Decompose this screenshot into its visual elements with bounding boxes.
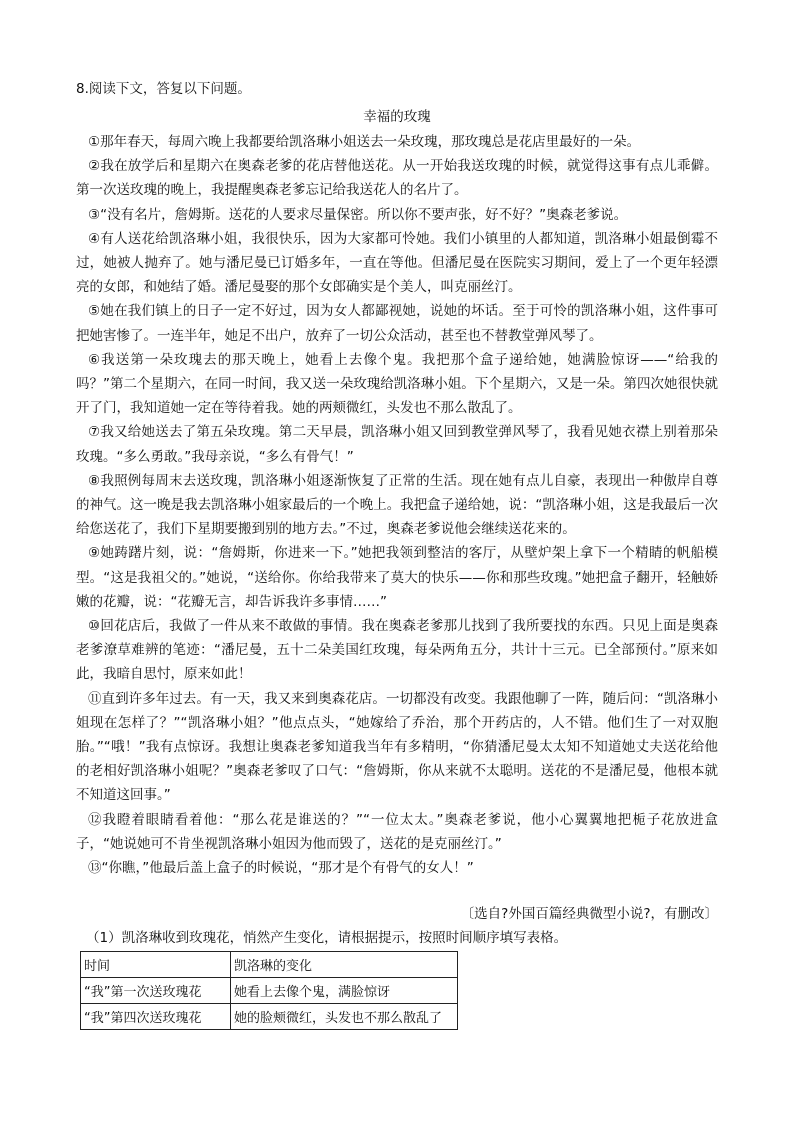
paragraph-11: ⑪直到许多年过去。有一天，我又来到奥森花店。一切都没有改变。我跟他聊了一阵，随后问：“凯洛琳小姐现在怎样了？”“凯洛琳小姐？”他点点头，“她嫁给了乔治，那个开药店的，人不错。他们生了一对双胞胎。”“哦！”我有点惊讶。我想让奥森老爹知道我当年有多精明，“你猜潘尼曼太太知不知道她丈夫送花给他的老相好凯洛琳小姐呢？”奥森老爹叹了口气：“詹姆斯，你从来就不太聪明。送花的不是潘尼曼，他根本就不知道这回事。”	[76, 690, 718, 804]
passage-source: 〔选自?外国百篇经典微型小说?，有删改〕	[460, 906, 718, 922]
table-header-change: 凯洛琳的变化	[231, 952, 458, 978]
paragraph-2: ②我在放学后和星期六在奥森老爹的花店替他送花。从一开始我送玫瑰的时候，就觉得这事有点儿乖僻。第一次送玫瑰的晚上，我提醒奥森老爹忘记给我送花人的名片了。	[76, 158, 718, 199]
table-header-row	[81, 952, 458, 978]
question-heading: 8.阅读下文，答复以下问题。	[76, 81, 251, 97]
table-row	[81, 978, 458, 1004]
table-cell-change[interactable]: 她看上去像个鬼，满脸惊讶	[231, 978, 458, 1004]
paragraph-5: ⑤她在我们镇上的日子一定不好过，因为女人都鄙视她，说她的坏话。至于可怜的凯洛琳小姐，这件事可把她害惨了。一连半年，她足不出户，放弃了一切公众活动，甚至也不替教堂弹风琴了。	[76, 303, 718, 344]
paragraph-6: ⑥我送第一朵玫瑰去的那天晚上，她看上去像个鬼。我把那个盒子递给她，她满脸惊讶——“给我的吗？”第二个星期六，在同一时间，我又送一朵玫瑰给凯洛琳小姐。下个星期六，又是一朵。第四次她很快就开了门，我知道她一定在等待着我。她的两颊微红，头发也不那么散乱了。	[76, 351, 718, 417]
paragraph-1: ①那年春天，每周六晚上我都要给凯洛琳小姐送去一朵玫瑰，那玫瑰总是花店里最好的一朵。	[88, 134, 641, 150]
passage-body	[76, 130, 718, 880]
paragraph-9: ⑨她踌躇片刻，说：“詹姆斯，你进来一下。”她把我领到整洁的客厅，从壁炉架上拿下一个精睛的帆船模型。“这是我祖父的。”她说，“送给你。你给我带来了莫大的快乐——你和那些玫瑰。”她把盒子翻开，轻触娇嫩的花瓣，说：“花瓣无言，却告诉我许多事情……”	[76, 545, 718, 610]
table-header-time: 时间	[81, 952, 231, 978]
table-cell-change[interactable]: 她的脸颊微红，头发也不那么散乱了	[231, 1004, 458, 1030]
table-cell-time: “我”第一次送玫瑰花	[81, 978, 231, 1004]
paragraph-7: ⑦我又给她送去了第五朵玫瑰。第二天早晨，凯洛琳小姐又回到教堂弹风琴了，我看见她衣襟上别着那朵玫瑰。“多么勇敢。”我母亲说，“多么有骨气！”	[76, 424, 718, 465]
paragraph-8: ⑧我照例每周末去送玫瑰，凯洛琳小姐逐渐恢复了正常的生活。现在她有点儿自豪，表现出一种傲岸自尊的神气。这一晚是我去凯洛琳小姐家最后的一个晚上。我把盒子递给她，说：“凯洛琳小姐，这是我最后一次给您送花了，我们下星期要搬到别的地方去。”不过，奥森老爹说他会继续送花来的。	[76, 472, 718, 538]
paragraph-4: ④有人送花给凯洛琳小姐，我很快乐，因为大家都可怜她。我们小镇里的人都知道，凯洛琳小姐最倒霉不过，她被人抛弃了。她与潘尼曼已订婚多年，一直在等他。但潘尼曼在医院实习期间，爱上了一个更年轻漂亮的女郎，和她结了婚。潘尼曼娶的那个女郎确实是个美人，叫克丽丝汀。	[76, 230, 718, 296]
passage-title: 幸福的玫瑰	[363, 109, 431, 125]
subquestion-text: （1）凯洛琳收到玫瑰花，悄然产生变化，请根据提示，按照时间顺序填写表格。	[86, 930, 568, 946]
paragraph-12: ⑫我瞪着眼睛看着他：“那么花是谁送的？”“一位太太。”奥森老爹说，他小心翼翼地把栀子花放进盒子，“她说她可不肯坐视凯洛琳小姐因为他而毁了，送花的是克丽丝汀。”	[76, 811, 718, 852]
answer-table	[80, 951, 458, 1030]
table-cell-time: “我”第四次送玫瑰花	[81, 1004, 231, 1030]
paragraph-13: ⑬“你瞧，”他最后盖上盒子的时候说，“那才是个有骨气的女人！”	[88, 860, 474, 877]
paragraph-10: ⑩回花店后，我做了一件从来不敢做的事情。我在奥森老爹那儿找到了我所要找的东西。只见上面是奥森老爹潦草难辨的笔迹：“潘尼曼，五十二朵美国红玫瑰，每朵两角五分，共计十三元。已全部预付。”原来如此，我暗自思忖，原来如此！	[76, 618, 718, 683]
table-row	[81, 1004, 458, 1030]
paragraph-3: ③“没有名片，詹姆斯。送花的人要求尽量保密。所以你不要声张，好不好？”奥森老爹说。	[88, 206, 628, 223]
